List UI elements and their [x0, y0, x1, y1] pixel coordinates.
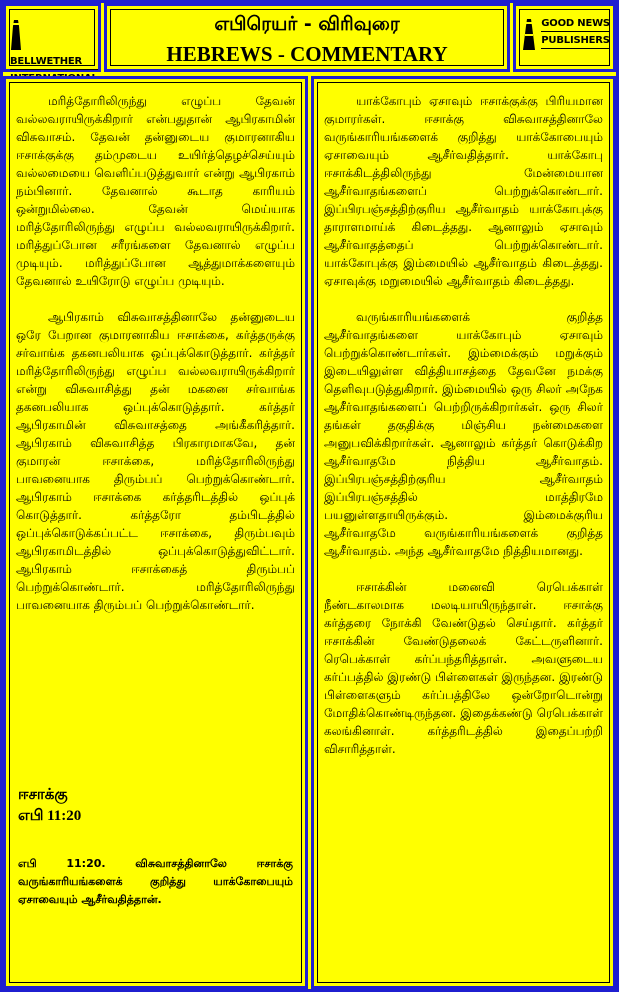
title-box: [104, 3, 510, 72]
section-reference: எபி 11:20: [18, 808, 82, 824]
section-title: ஈசாக்கு: [18, 787, 68, 803]
paragraph: மரித்தோரிலிருந்து எழுப்ப தேவன் வல்லவராயிருக்கிறார் என்பதுதான் ஆபிரகாமின் விசுவாசம். தேவன் தன்னுடைய குமாரனாகிய ஈசாக்குக்கு தம்முடைய உயிர்த்தெழச்செய்யும் வல்லமையை வெளிப்படுத்துவார் என்று ஆபிரகாம் நம்பினார். தேவனால் கூடாத காரியம் ஒன்றுமில்லை. தேவன் மெய்யாக மரித்தோரிலிருந்து எழுப்ப வல்லவராயிருக்கிறார். மரித்துப்போன சரீரங்களை தேவனால் எழுப்ப முடியும். மரித்துப்போன ஆத்துமாக்களையும் தேவனால் உயிரோடு எழுப்ப முடியும்.: [16, 94, 295, 288]
logo-right-line-1: GOOD NEWS: [541, 18, 610, 32]
lighthouse-icon: [522, 18, 536, 56]
right-column-text: [324, 92, 603, 776]
paragraph: ஈசாக்கின் மனைவி ரெபெக்காள் நீண்டகாலமாக மலடியாயிருந்தாள். ஈசாக்கு கர்த்தரை நோக்கி வேண்டுதல் செய்தார். கர்த்தர் ஈசாக்கின் வேண்டுதலைக் கேட்டருளினார். ரெபெக்காள் கர்ப்பந்தரித்தாள். அவளுடைய கர்ப்பத்தில் இரண்டு பிள்ளைகள் இருந்தன. இரண்டு பிள்ளைகளும் கர்ப்பத்திலே ஒன்றோடொன்று மோதிக்கொண்டிருந்தன. இதைக்கண்டு ரெபெக்காள் கலங்கினாள். கர்த்தரிடத்தில் இதைப்பற்றி விசாரித்தாள்.: [324, 580, 603, 756]
left-column-text: [16, 92, 295, 632]
logo-right-line-2: PUBLISHERS: [541, 35, 610, 49]
logo-left-line-1: BELLWETHER: [10, 56, 98, 70]
paragraph: ஆபிரகாம் விசுவாசத்தினாலே தன்னுடைய ஒரே பேறான குமாரனாகிய ஈசாக்கை, கர்த்தருக்கு சர்வாங்க தகனபலியாக ஒப்புக்கொடுத்தார். கர்த்தர் மரித்தோரிலிருந்து எழுப்ப வல்லவராயிருக்கிறார் என்று விசுவாசித்து தன் மகனை சர்வாங்க தகனபலியாக ஒப்புக்கொடுத்தார். கர்த்தர் ஆபிரகாமின் விசுவாசத்தை அங்கீகரித்தார். ஆபிரகாம் விசுவாசித்த பிரகாரமாகவே, தன் குமாரன் ஈசாக்கை, மரித்தோரிலிருந்து பாவனையாக திரும்பப் பெற்றுக்கொண்டார். ஆபிரகாம் ஈசாக்கை கர்த்தரிடத்தில் ஒப்புக் கொடுத்தார். கர்த்தரோ தம்பிடத்தில் ஒப்புக்கொடுக்கப்பட்ட ஈசாக்கை, திரும்பவும் ஆபிரகாமிடத்தில் ஒப்புக்கொடுத்துவிட்டார். ஆபிரகாம் ஈசாக்கைத் திரும்பப் பெற்றுக்கொண்டார். மரித்தோரிலிருந்து பாவனையாக திரும்பப் பெற்றுக்கொண்டார்.: [16, 310, 295, 612]
paragraph: வருங்காரியங்களைக் குறித்த ஆசீர்வாதங்களை யாக்கோபும் ஏசாவும் பெற்றுக்கொண்டார்கள். இம்மைக்கும் மறுக்கும் இடையிலுள்ள வித்தியாசத்தை தேவனே நமக்கு தெளிவுபடுத்துகிறார். இம்மையில் ஒரு சிலர் அநேக ஆசீர்வாதங்களைப் பெற்றிருக்கிறார்கள். ஒரு சிலர் தங்கள் தகுதிக்கு மிஞ்சிய நன்மைகளை அனுபவிக்கிறார்கள். ஆனாலும் கர்த்தர் கொடுக்கிற ஆசீர்வாதமே நித்திய ஆசீர்வாதம். இப்பிரபஞ்சத்திற்குரிய ஆசீர்வாதம் இப்பிரபஞ்சத்தில் மாத்திரமே பயனுள்ளதாயிருக்கும். இம்மைக்குரிய ஆசீர்வாதமே வருங்காரியங்களைக் குறித்த ஆசீர்வாதம். அந்த ஆசீர்வாதமே நித்தியமானது.: [324, 310, 603, 558]
title-english: HEBREWS - COMMENTARY: [166, 42, 448, 66]
right-column: [311, 76, 616, 989]
publisher-logo-left: [3, 3, 101, 72]
lighthouse-icon: [10, 18, 22, 56]
left-column: [3, 76, 308, 989]
publisher-logo-right: [513, 3, 616, 72]
paragraph: யாக்கோபும் ஏசாவும் ஈசாக்குக்கு பிரியமான குமாரர்கள். ஈசாக்கு விசுவாசத்தினாலே வருங்காரியங்களைக் குறித்து யாக்கோபையும் ஏசாவையும் ஆசீர்வதித்தார். யாக்கோபு ஈசாக்கிடத்திலிருந்து மேன்மையான ஆசீர்வாதங்களைப் பெற்றுக்கொண்டார். இப்பிரபஞ்சத்திற்குரிய ஆசீர்வாதம் யாக்கோபுக்கு தாராளமாய்க் கிடைத்தது. ஆனாலும் ஏசாவும் ஆசீர்வாதத்தைப் பெற்றுக்கொண்டார். யாக்கோபுக்கு இம்மையில் ஆசீர்வாதம் கிடைத்தது. ஏசாவுக்கு மறுமையில் ஆசீர்வாதம் கிடைத்தது.: [324, 94, 603, 288]
verse-text: எபி 11:20. விசுவாசத்தினாலே ஈசாக்கு வருங்காரியங்களைக் குறித்து யாக்கோபையும் ஏசாவையும் ஆசீர்வதித்தான்.: [18, 857, 293, 906]
title-tamil: எபிரெயர் - விரிவுரை: [214, 13, 400, 35]
